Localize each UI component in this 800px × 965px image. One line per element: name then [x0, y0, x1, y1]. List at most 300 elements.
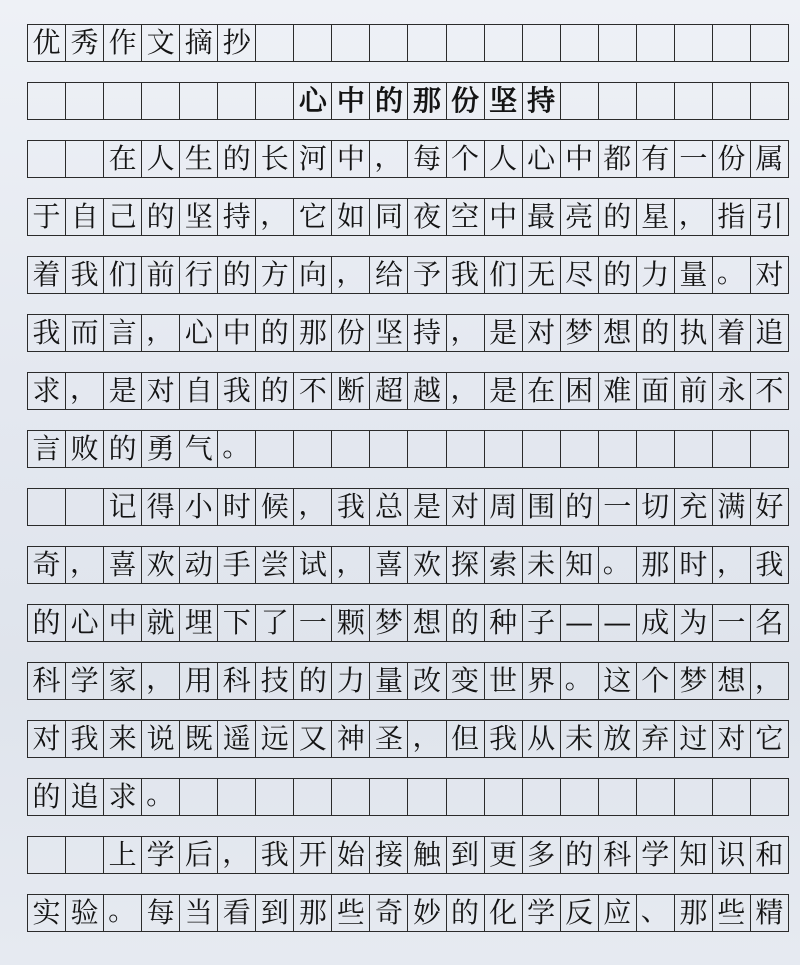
grid-cell: 执: [675, 315, 713, 351]
grid-cell: 小: [180, 489, 218, 525]
grid-cell: 种: [485, 605, 523, 641]
grid-cell: [447, 25, 485, 61]
grid-cell: [713, 779, 751, 815]
grid-cell: 远: [256, 721, 294, 757]
grid-cell: 心: [294, 83, 332, 119]
text-line: [27, 546, 789, 584]
grid-cell: 时: [675, 547, 713, 583]
grid-cell: [218, 779, 256, 815]
grid-cell: 的: [561, 489, 599, 525]
grid-cell: 我: [447, 257, 485, 293]
grid-cell: ，: [294, 489, 332, 525]
grid-cell: [66, 489, 104, 525]
grid-cell: [599, 779, 637, 815]
grid-cell: [28, 141, 66, 177]
grid-cell: 每: [142, 895, 180, 931]
grid-cell: 、: [637, 895, 675, 931]
grid-cell: 。: [142, 779, 180, 815]
grid-cell: 欢: [408, 547, 446, 583]
grid-cell: [28, 837, 66, 873]
grid-cell: 从: [523, 721, 561, 757]
grid-cell: ，: [218, 837, 256, 873]
grid-cell: ，: [332, 547, 370, 583]
grid-cell: 优: [28, 25, 66, 61]
grid-cell: 量: [370, 663, 408, 699]
grid-cell: 求: [104, 779, 142, 815]
grid-cell: 对: [28, 721, 66, 757]
grid-cell: 是: [485, 315, 523, 351]
grid-cell: 变: [447, 663, 485, 699]
grid-cell: 妙: [408, 895, 446, 931]
grid-cell: 充: [675, 489, 713, 525]
grid-cell: 中: [485, 199, 523, 235]
grid-cell: 更: [485, 837, 523, 873]
grid-cell: [256, 83, 294, 119]
grid-cell: [485, 779, 523, 815]
grid-cell: 心: [180, 315, 218, 351]
grid-cell: 我: [751, 547, 789, 583]
grid-cell: 的: [599, 199, 637, 235]
text-line: [27, 778, 789, 816]
grid-cell: 满: [713, 489, 751, 525]
grid-cell: 喜: [370, 547, 408, 583]
grid-cell: 那: [294, 895, 332, 931]
grid-cell: 持: [523, 83, 561, 119]
grid-cell: 星: [637, 199, 675, 235]
grid-cell: 多: [523, 837, 561, 873]
text-line: [27, 140, 789, 178]
grid-cell: 作: [104, 25, 142, 61]
grid-cell: 困: [561, 373, 599, 409]
grid-cell: 的: [561, 837, 599, 873]
grid-cell: 长: [256, 141, 294, 177]
grid-cell: ，: [447, 373, 485, 409]
grid-cell: [675, 83, 713, 119]
grid-cell: 夜: [408, 199, 446, 235]
grid-cell: 切: [637, 489, 675, 525]
grid-cell: 的: [256, 373, 294, 409]
grid-cell: 触: [408, 837, 446, 873]
grid-cell: [370, 431, 408, 467]
grid-cell: 行: [180, 257, 218, 293]
grid-cell: 的: [104, 431, 142, 467]
grid-cell: 有: [637, 141, 675, 177]
text-line: [27, 314, 789, 352]
grid-cell: [637, 779, 675, 815]
grid-cell: 着: [713, 315, 751, 351]
grid-cell: 坚: [180, 199, 218, 235]
grid-cell: 验: [66, 895, 104, 931]
grid-cell: 们: [104, 257, 142, 293]
grid-cell: 摘: [180, 25, 218, 61]
grid-cell: [599, 83, 637, 119]
grid-cell: 又: [294, 721, 332, 757]
grid-cell: [523, 431, 561, 467]
grid-cell: 不: [751, 373, 789, 409]
grid-cell: 科: [28, 663, 66, 699]
grid-cell: ，: [142, 315, 180, 351]
grid-cell: 我: [66, 257, 104, 293]
grid-cell: 些: [713, 895, 751, 931]
grid-cell: 手: [218, 547, 256, 583]
grid-cell: [599, 431, 637, 467]
grid-cell: 埋: [180, 605, 218, 641]
grid-cell: 每: [408, 141, 446, 177]
grid-cell: 知: [561, 547, 599, 583]
grid-cell: 圣: [370, 721, 408, 757]
grid-cell: ，: [66, 373, 104, 409]
grid-cell: [637, 83, 675, 119]
grid-cell: [294, 431, 332, 467]
grid-cell: 科: [599, 837, 637, 873]
grid-cell: 勇: [142, 431, 180, 467]
grid-cell: [370, 25, 408, 61]
grid-cell: 言: [28, 431, 66, 467]
grid-cell: 放: [599, 721, 637, 757]
grid-cell: 同: [370, 199, 408, 235]
grid-cell: 自: [66, 199, 104, 235]
grid-cell: 学: [142, 837, 180, 873]
grid-cell: 的: [28, 779, 66, 815]
grid-cell: [294, 779, 332, 815]
grid-cell: [561, 431, 599, 467]
grid-cell: 好: [751, 489, 789, 525]
grid-cell: 引: [751, 199, 789, 235]
grid-cell: 我: [66, 721, 104, 757]
grid-cell: 喜: [104, 547, 142, 583]
grid-cell: 无: [523, 257, 561, 293]
grid-cell: 弃: [637, 721, 675, 757]
grid-cell: 既: [180, 721, 218, 757]
text-line: [27, 198, 789, 236]
grid-cell: 对: [447, 489, 485, 525]
text-line: [27, 488, 789, 526]
grid-cell: 奇: [370, 895, 408, 931]
grid-cell: 时: [218, 489, 256, 525]
grid-cell: 成: [637, 605, 675, 641]
grid-cell: 前: [142, 257, 180, 293]
grid-cell: 中: [218, 315, 256, 351]
grid-cell: 说: [142, 721, 180, 757]
grid-cell: 的: [218, 141, 256, 177]
grid-cell: 指: [713, 199, 751, 235]
grid-cell: 我: [256, 837, 294, 873]
grid-cell: 坚: [485, 83, 523, 119]
grid-cell: [66, 837, 104, 873]
grid-cell: 抄: [218, 25, 256, 61]
grid-cell: 学: [523, 895, 561, 931]
grid-cell: 份: [332, 315, 370, 351]
grid-cell: 的: [447, 605, 485, 641]
grid-cell: [751, 83, 789, 119]
grid-cell: [332, 25, 370, 61]
grid-cell: 上: [104, 837, 142, 873]
grid-cell: 。: [561, 663, 599, 699]
grid-cell: [751, 431, 789, 467]
grid-cell: 追: [751, 315, 789, 351]
grid-cell: 那: [675, 895, 713, 931]
grid-cell: 属: [751, 141, 789, 177]
grid-cell: 永: [713, 373, 751, 409]
grid-cell: ，: [408, 721, 446, 757]
grid-cell: 。: [218, 431, 256, 467]
grid-cell: [28, 83, 66, 119]
grid-cell: 的: [370, 83, 408, 119]
grid-cell: 是: [485, 373, 523, 409]
grid-cell: 的: [28, 605, 66, 641]
grid-cell: 我: [28, 315, 66, 351]
title-line: [27, 82, 789, 120]
grid-cell: 那: [294, 315, 332, 351]
grid-cell: 一: [713, 605, 751, 641]
grid-cell: 份: [447, 83, 485, 119]
grid-cell: 是: [408, 489, 446, 525]
grid-cell: [66, 83, 104, 119]
grid-cell: 化: [485, 895, 523, 931]
grid-cell: ，: [751, 663, 789, 699]
grid-cell: 试: [294, 547, 332, 583]
grid-cell: 后: [180, 837, 218, 873]
grid-cell: 追: [66, 779, 104, 815]
grid-cell: ，: [66, 547, 104, 583]
grid-cell: 难: [599, 373, 637, 409]
grid-cell: ，: [332, 257, 370, 293]
grid-cell: 动: [180, 547, 218, 583]
grid-cell: 想: [599, 315, 637, 351]
grid-cell: 识: [713, 837, 751, 873]
grid-cell: [713, 431, 751, 467]
grid-cell: 自: [180, 373, 218, 409]
grid-cell: 秀: [66, 25, 104, 61]
grid-cell: 精: [751, 895, 789, 931]
grid-cell: 前: [675, 373, 713, 409]
grid-cell: 亮: [561, 199, 599, 235]
grid-cell: [751, 25, 789, 61]
grid-cell: 的: [142, 199, 180, 235]
grid-cell: [523, 25, 561, 61]
grid-cell: 对: [713, 721, 751, 757]
text-line: [27, 894, 789, 932]
grid-cell: 己: [104, 199, 142, 235]
grid-cell: 持: [218, 199, 256, 235]
grid-cell: [66, 141, 104, 177]
grid-cell: 遥: [218, 721, 256, 757]
text-line: [27, 604, 789, 642]
grid-cell: 我: [485, 721, 523, 757]
grid-cell: 想: [408, 605, 446, 641]
grid-cell: —: [561, 605, 599, 641]
header-line: [27, 24, 789, 62]
grid-cell: 记: [104, 489, 142, 525]
grid-cell: 始: [332, 837, 370, 873]
grid-cell: 到: [447, 837, 485, 873]
grid-cell: ，: [256, 199, 294, 235]
grid-cell: 。: [104, 895, 142, 931]
grid-cell: 就: [142, 605, 180, 641]
grid-cell: 些: [332, 895, 370, 931]
grid-cell: [256, 431, 294, 467]
grid-cell: [675, 431, 713, 467]
grid-cell: [713, 83, 751, 119]
grid-cell: [180, 83, 218, 119]
grid-cell: 中: [561, 141, 599, 177]
grid-cell: 的: [294, 663, 332, 699]
grid-cell: 知: [675, 837, 713, 873]
grid-cell: 中: [332, 83, 370, 119]
grid-cell: [180, 779, 218, 815]
grid-cell: [447, 779, 485, 815]
grid-cell: 一: [294, 605, 332, 641]
grid-cell: —: [599, 605, 637, 641]
grid-cell: 当: [180, 895, 218, 931]
grid-cell: 力: [332, 663, 370, 699]
grid-cell: 方: [256, 257, 294, 293]
grid-cell: 心: [523, 141, 561, 177]
grid-cell: 这: [599, 663, 637, 699]
grid-cell: 看: [218, 895, 256, 931]
grid-cell: 都: [599, 141, 637, 177]
grid-cell: 的: [447, 895, 485, 931]
grid-cell: 欢: [142, 547, 180, 583]
grid-cell: 想: [713, 663, 751, 699]
grid-cell: 对: [523, 315, 561, 351]
grid-cell: [637, 431, 675, 467]
grid-cell: 着: [28, 257, 66, 293]
grid-cell: 心: [66, 605, 104, 641]
grid-cell: 的: [218, 257, 256, 293]
grid-cell: 梦: [370, 605, 408, 641]
grid-cell: 了: [256, 605, 294, 641]
grid-cell: 用: [180, 663, 218, 699]
grid-cell: 力: [637, 257, 675, 293]
grid-cell: 奇: [28, 547, 66, 583]
grid-cell: 实: [28, 895, 66, 931]
grid-cell: 面: [637, 373, 675, 409]
grid-cell: 不: [294, 373, 332, 409]
grid-cell: 梦: [561, 315, 599, 351]
grid-cell: [447, 431, 485, 467]
grid-cell: 尽: [561, 257, 599, 293]
grid-cell: 超: [370, 373, 408, 409]
grid-cell: 持: [408, 315, 446, 351]
grid-cell: [561, 25, 599, 61]
grid-cell: 家: [104, 663, 142, 699]
grid-cell: 最: [523, 199, 561, 235]
grid-cell: [332, 431, 370, 467]
grid-cell: 人: [142, 141, 180, 177]
grid-cell: 学: [637, 837, 675, 873]
text-line: [27, 430, 789, 468]
grid-cell: ，: [675, 199, 713, 235]
grid-cell: 于: [28, 199, 66, 235]
grid-cell: 和: [751, 837, 789, 873]
grid-cell: 我: [218, 373, 256, 409]
grid-cell: 。: [599, 547, 637, 583]
grid-cell: 但: [447, 721, 485, 757]
grid-cell: 如: [332, 199, 370, 235]
grid-cell: 个: [637, 663, 675, 699]
text-line: [27, 720, 789, 758]
grid-cell: 那: [637, 547, 675, 583]
grid-cell: [294, 25, 332, 61]
grid-cell: 接: [370, 837, 408, 873]
grid-cell: [751, 779, 789, 815]
grid-cell: 梦: [675, 663, 713, 699]
grid-cell: 而: [66, 315, 104, 351]
grid-cell: [104, 83, 142, 119]
grid-cell: 气: [180, 431, 218, 467]
grid-cell: [256, 25, 294, 61]
grid-cell: [523, 779, 561, 815]
grid-cell: 的: [256, 315, 294, 351]
grid-cell: 索: [485, 547, 523, 583]
grid-cell: 我: [332, 489, 370, 525]
grid-cell: 探: [447, 547, 485, 583]
grid-cell: ，: [713, 547, 751, 583]
grid-cell: 的: [599, 257, 637, 293]
grid-cell: 一: [599, 489, 637, 525]
grid-cell: 开: [294, 837, 332, 873]
grid-cell: 中: [104, 605, 142, 641]
grid-cell: [637, 25, 675, 61]
grid-cell: [675, 25, 713, 61]
grid-cell: 予: [408, 257, 446, 293]
grid-cell: 科: [218, 663, 256, 699]
grid-cell: [370, 779, 408, 815]
grid-cell: 应: [599, 895, 637, 931]
grid-cell: 人: [485, 141, 523, 177]
grid-cell: 总: [370, 489, 408, 525]
grid-cell: 它: [294, 199, 332, 235]
grid-cell: ，: [447, 315, 485, 351]
grid-cell: 败: [66, 431, 104, 467]
grid-cell: 一: [675, 141, 713, 177]
grid-cell: 份: [713, 141, 751, 177]
grid-cell: 河: [294, 141, 332, 177]
grid-cell: 未: [561, 721, 599, 757]
grid-cell: 。: [713, 257, 751, 293]
text-line: [27, 256, 789, 294]
grid-cell: 个: [447, 141, 485, 177]
grid-cell: 过: [675, 721, 713, 757]
grid-cell: [561, 83, 599, 119]
grid-cell: [485, 25, 523, 61]
grid-cell: 断: [332, 373, 370, 409]
grid-cell: ，: [142, 663, 180, 699]
grid-cell: [28, 489, 66, 525]
grid-cell: 们: [485, 257, 523, 293]
grid-cell: 是: [104, 373, 142, 409]
grid-cell: 的: [637, 315, 675, 351]
text-line: [27, 662, 789, 700]
grid-cell: ，: [370, 141, 408, 177]
grid-cell: 给: [370, 257, 408, 293]
grid-cell: 下: [218, 605, 256, 641]
grid-cell: [713, 25, 751, 61]
grid-cell: [599, 25, 637, 61]
grid-cell: 尝: [256, 547, 294, 583]
grid-cell: [408, 25, 446, 61]
grid-cell: 越: [408, 373, 446, 409]
grid-cell: 来: [104, 721, 142, 757]
grid-cell: 技: [256, 663, 294, 699]
grid-cell: 量: [675, 257, 713, 293]
grid-cell: 神: [332, 721, 370, 757]
grid-cell: 得: [142, 489, 180, 525]
grid-cell: 为: [675, 605, 713, 641]
grid-cell: [675, 779, 713, 815]
grid-cell: 世: [485, 663, 523, 699]
